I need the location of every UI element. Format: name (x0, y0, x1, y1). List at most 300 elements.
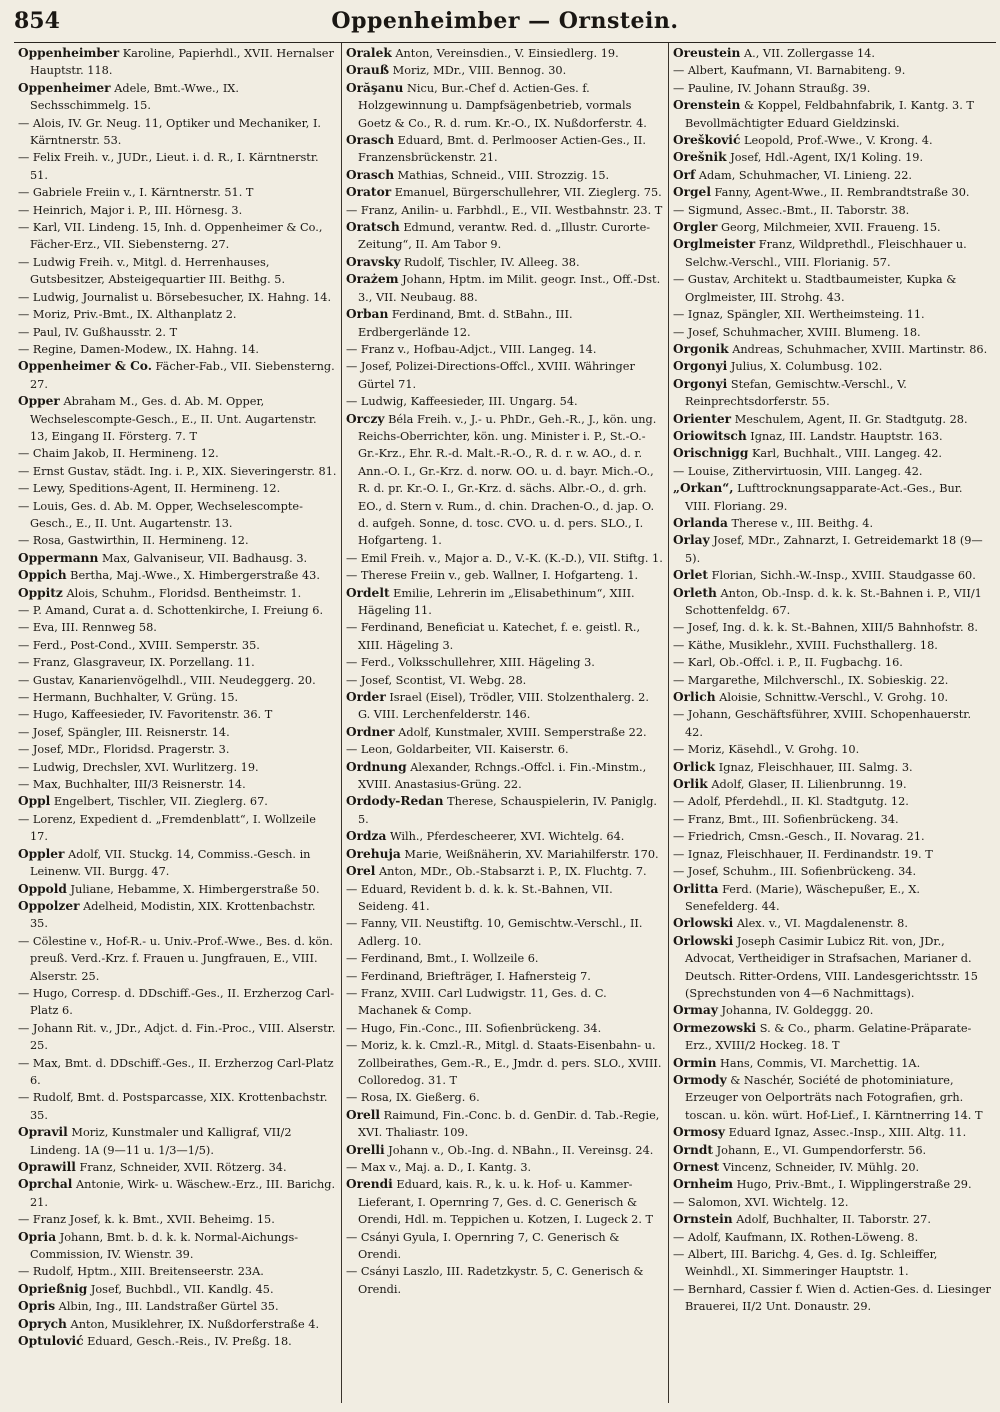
directory-entry (673, 271, 991, 306)
entry-surname: Ordelt (346, 585, 390, 600)
entry-surname: Opria (18, 1229, 57, 1244)
entry-details: — Lewy, Speditions-Agent, II. Hermineng. 12. (18, 482, 281, 496)
directory-entry (18, 846, 337, 881)
entry-surname: Orlay (673, 533, 710, 548)
directory-entry (673, 619, 991, 636)
directory-entry (673, 167, 991, 184)
directory-entry (346, 411, 664, 550)
entry-surname: Orenstein (673, 98, 741, 113)
directory-entry (673, 759, 991, 776)
entry-surname: Ordnung (346, 759, 407, 774)
directory-entry (18, 358, 337, 393)
entry-surname: Orischnigg (673, 446, 749, 461)
directory-entry (673, 1229, 991, 1246)
entry-details: — Paul, IV. Gußhausstr. 2. T (18, 325, 178, 339)
entry-surname: Orehuja (346, 846, 401, 861)
entry-details: Julius, X. Columbusg. 102. (730, 360, 883, 374)
entry-surname: Orgel (673, 185, 711, 200)
directory-entry (18, 1316, 337, 1333)
entry-surname: Oppenheimer (18, 80, 111, 95)
entry-surname: Orešnik (673, 150, 727, 165)
entry-details: — Josef, Schuhm., III. Sofienbrückeng. 34. (673, 865, 917, 879)
directory-entry (18, 1055, 337, 1090)
entry-details: Vincenz, Schneider, IV. Mühlg. 20. (722, 1161, 920, 1174)
entry-surname: Optulović (18, 1334, 84, 1349)
entry-details: — Margarethe, Milchverschl., IX. Sobieskig. 22. (673, 673, 949, 687)
entry-surname: Orażem (346, 272, 399, 287)
directory-entry (673, 741, 991, 758)
directory-entry (673, 637, 991, 654)
entry-details: Fächer-Fab., VII. Siebensterng. 27. (30, 360, 335, 391)
entry-details: Bertha, Maj.-Wwe., X. Himbergerstraße 43. (70, 569, 320, 583)
directory-entry (673, 132, 991, 149)
entry-details: Wilh., Pferdescheerer, XVI. Wichtelg. 64. (389, 830, 625, 844)
directory-entry (673, 689, 991, 706)
directory-entry (346, 62, 664, 79)
directory-entry (18, 149, 337, 184)
directory-entry (673, 793, 991, 810)
directory-entry (673, 1211, 991, 1228)
entry-surname: Orglmeister (673, 237, 756, 252)
entry-details: Franz, Wildprethdl., Fleischhauer u. Selchw.-Verschl., VIII. Florianig. 57. (685, 238, 967, 269)
entry-details: — Josef, Ing. d. k. k. St.-Bahnen, XIII/5 Bahnhofstr. 8. (673, 621, 979, 635)
entry-details: Adam, Schuhmacher, VI. Linieng. 22. (698, 168, 913, 182)
entry-details: — Ferdinand, Briefträger, I. Hafnersteig 7. (346, 969, 591, 983)
directory-entry (673, 1055, 991, 1072)
entry-details: — Louise, Zithervirtuosin, VIII. Langeg. 42. (673, 464, 923, 478)
entry-surname: Orendi (346, 1177, 393, 1192)
directory-entry (673, 846, 991, 863)
entry-details: — Gustav, Kanarienvögelhdl., VIII. Neudeggerg. 20. (18, 673, 316, 687)
entry-details: S. & Co., pharm. Gelatine-Präparate-Erz., XVIII/2 Hockeg. 18. T (685, 1021, 972, 1053)
entry-details: — Ferdinand, Beneficiat u. Katechet, f. e. geistl. R., XIII. Hägeling 3. (346, 621, 641, 652)
directory-entry (346, 550, 664, 567)
entry-details: — Karl, Ob.-Offcl. i. P., II. Fugbachg. 16. (673, 656, 903, 670)
entry-details: — Chaim Jakob, II. Hermineng. 12. (18, 447, 219, 461)
entry-details: — Gustav, Architekt u. Stadtbaumeister, Kupka & Orglmeister, III. Strohg. 43. (673, 273, 957, 304)
entry-details: Adolf, Buchhalter, II. Taborstr. 27. (736, 1213, 931, 1227)
directory-entry (346, 254, 664, 271)
entry-details: — Ferd., Volksschullehrer, XIII. Hägeling 3. (346, 656, 595, 670)
directory-entry (18, 1229, 337, 1264)
directory-entry (346, 585, 664, 620)
entry-details: — Csányi Laszlo, III. Radetzkystr. 5, C. Generisch & Orendi. (346, 1265, 644, 1296)
directory-entry (18, 184, 337, 201)
directory-entry (18, 445, 337, 462)
entry-details: Johann v., Ob.-Ing. d. NBahn., II. Vereinsg. 24. (388, 1143, 654, 1157)
entry-surname: Orauß (346, 63, 390, 78)
entry-details: Moriz, Kunstmaler und Kalligraf, VII/2 Lindeng. 1A (9—11 u. 1/3—1/5). (30, 1126, 292, 1157)
entry-details: — Rudolf, Hptm., XIII. Breitenseerstr. 23A. (18, 1265, 264, 1279)
entry-details: — Ludwig, Kaffeesieder, III. Ungarg. 54. (346, 395, 578, 409)
entry-surname: Orlowski (673, 916, 734, 931)
entry-surname: Oravsky (346, 254, 401, 269)
entry-surname: Orlich (673, 690, 716, 705)
entry-details: — Franz, Glasgraveur, IX. Porzellang. 11. (18, 656, 255, 670)
entry-surname: Oriowitsch (673, 428, 747, 443)
entry-details: — Max, Buchhalter, III/3 Reisnerstr. 14. (18, 778, 246, 792)
entry-details: Emilie, Lehrerin im „Elisabethinum“, XIII. Hägeling 11. (358, 586, 635, 617)
entry-surname: Ornest (673, 1160, 720, 1174)
directory-entry (346, 393, 664, 410)
entry-surname: Oreustein (673, 46, 741, 60)
entry-surname: Oprych (18, 1316, 67, 1331)
directory-entry (18, 881, 337, 898)
directory-entry (346, 724, 664, 741)
directory-entry (673, 411, 991, 428)
directory-entry (18, 672, 337, 689)
directory-entry (673, 1281, 991, 1316)
directory-entry (673, 97, 991, 132)
entry-surname: Orasch (346, 133, 395, 148)
entry-surname: Opris (18, 1299, 56, 1314)
entry-details: Juliane, Hebamme, X. Himbergerstraße 50. (70, 882, 320, 896)
entry-surname: Orăşanu (346, 80, 404, 95)
entry-details: Alexander, Rchngs.-Offcl. i. Fin.-Minstm., XVIII. Anastasius-Grüng. 22. (358, 760, 647, 792)
directory-entry (18, 933, 337, 985)
directory-entry (673, 358, 991, 375)
directory-entry (18, 776, 337, 793)
directory-entry (673, 1002, 991, 1019)
directory-entry (18, 985, 337, 1020)
directory-entry (673, 654, 991, 671)
entry-details: — Franz, XVIII. Carl Ludwigstr. 11, Ges. d. C. Machanek & Comp. (346, 986, 607, 1018)
entry-details: Mathias, Schneid., VIII. Strozzig. 15. (397, 168, 610, 182)
directory-entry (673, 306, 991, 323)
entry-details: — Therese Freiin v., geb. Wallner, I. Hofgarteng. 1. (346, 569, 639, 583)
entry-details: — Rudolf, Bmt. d. Postsparcasse, XIX. Krottenbachstr. 35. (18, 1091, 328, 1122)
entry-details: Johann, E., VI. Gumpendorferstr. 56. (716, 1143, 927, 1157)
directory-entry (18, 1263, 337, 1280)
directory-entry (673, 1124, 991, 1141)
column-middle (341, 43, 668, 1403)
directory-entry (18, 254, 337, 289)
directory-entry (346, 915, 664, 950)
entry-details: — Leon, Goldarbeiter, VII. Kaiserstr. 6. (346, 743, 569, 757)
column-right (668, 43, 995, 1403)
directory-entry (346, 968, 664, 985)
directory-entry (346, 1107, 664, 1142)
directory-entry (18, 115, 337, 150)
directory-entry (346, 654, 664, 671)
directory-entry (673, 341, 991, 358)
entry-surname: Ornstein (673, 1212, 733, 1227)
entry-surname: Opper (18, 394, 60, 409)
entry-details: — Ferdinand, Bmt., I. Wollzeile 6. (346, 952, 539, 966)
entry-details: — Josef, Spängler, III. Reisnerstr. 14. (18, 725, 230, 739)
entry-surname: Ormay (673, 1003, 718, 1018)
directory-entry (673, 1194, 991, 1211)
entry-details: — Lorenz, Expedient d. „Fremdenblatt“, I. Wollzeile 17. (18, 812, 316, 844)
entry-details: Andreas, Schuhmacher, XVIII. Martinstr. 86. (732, 342, 988, 356)
entry-surname: Oppold (18, 881, 67, 896)
entry-details: Ferd. (Marie), Wäschepußer, E., X. Senefelderg. 44. (685, 882, 920, 913)
directory-entry (18, 793, 337, 810)
directory-entry (18, 585, 337, 602)
entry-surname: Orczy (346, 411, 385, 426)
directory-entry (18, 898, 337, 933)
entry-details: — Louis, Ges. d. Ab. M. Opper, Wechselescompte-Gesch., E., II. Unt. Augartenstr. 13. (18, 499, 303, 530)
directory-entry (673, 532, 991, 567)
entry-surname: Oprießnig (18, 1281, 88, 1296)
entry-details: — Ludwig, Journalist u. Börsebesucher, IX. Hahng. 14. (18, 290, 332, 304)
directory-entry (346, 358, 664, 393)
entry-details: Leopold, Prof.-Wwe., V. Krong. 4. (743, 134, 933, 148)
entry-details: Aloisie, Schnittw.-Verschl., V. Grohg. 10. (719, 691, 949, 705)
directory-entry (673, 1159, 991, 1176)
entry-surname: Orelli (346, 1142, 385, 1157)
directory-entry (673, 1020, 991, 1055)
directory-entry (346, 672, 664, 689)
entry-surname: Oprawill (18, 1160, 76, 1174)
directory-entry (673, 149, 991, 166)
entry-details: — Johann, Geschäftsführer, XVIII. Schopenhauerstr. 42. (673, 708, 972, 739)
column-left (14, 43, 341, 1403)
entry-details: — Emil Freih. v., Major a. D., V.-K. (K.-D.), VII. Stiftg. 1. (346, 551, 663, 565)
entry-details: — Hermann, Buchhalter, V. Grüng. 15. (18, 691, 239, 705)
entry-surname: Orlet (673, 568, 709, 583)
entry-details: Edmund, verantw. Red. d. „Illustr. Curorte-Zeitung“, II. Am Tabor 9. (358, 221, 651, 252)
entry-details: Johann, Bmt. b. d. k. k. Normal-Aichungs-Commission, IV. Wienstr. 39. (30, 1230, 299, 1262)
entry-surname: Ornheim (673, 1177, 734, 1192)
entry-details: Franz, Schneider, XVII. Rötzerg. 34. (79, 1161, 287, 1174)
entry-details: — Moriz, Priv.-Bmt., IX. Althanplatz 2. (18, 308, 237, 322)
entry-details: — Bernhard, Cassier f. Wien d. Actien-Ges. d. Liesinger Brauerei, II/2 Unt. Donaustr. 29. (673, 1282, 991, 1314)
directory-entry (18, 602, 337, 619)
entry-details: Béla Freih. v., J.- u. PhDr., Geh.-R., J., kön. ung. Reichs-Oberrichter, kön. ung. Minister i. P., St.-O.-Gr.-Krz., Ehr. R.-d. Malt.-R.-O., R. d. r. w. AO., d. r. Ann.-O. I., Gr.-Krz. d. norw. OO. u. d. bayr. Mich.-O., R. d. pr. Kr.-O. I., Gr.-Krz. d. sächs. Albr.-O., d. grh. EO., d. Stern v. Rum., d. chin. Drachen-O., d. jap. O. d. aufgeh. Sonne, d. tosc. CVO. u. d. pers. SLO., I. Hofgarteng. 1. (358, 412, 657, 548)
entry-surname: Oprchal (18, 1177, 73, 1192)
entry-surname: Orgonyi (673, 359, 728, 374)
entry-details: — Moriz, k. k. Cmzl.-R., Mitgl. d. Staats-Eisenbahn- u. Zollbeirathes, Gem.-R., E., Jmdr. d. pers. SLO., XVIII. Colloredog. 31. T (346, 1039, 662, 1087)
directory-entry (18, 202, 337, 219)
directory-entry (18, 619, 337, 636)
directory-entry (673, 1072, 991, 1124)
directory-entry (18, 532, 337, 549)
entry-details: — Ludwig Freih. v., Mitgl. d. Herrenhauses, Gutsbesitzer, Absteigequartier III. Beithg. 5. (18, 255, 286, 287)
directory-entry (18, 1159, 337, 1176)
directory-entry (18, 811, 337, 846)
entry-details: Eduard, Bmt. d. Perlmooser Actien-Ges., II. Franzensbrückenstr. 21. (358, 134, 646, 165)
entry-details: — Pauline, IV. Johann Straußg. 39. (673, 81, 871, 95)
directory-entry (673, 480, 991, 515)
directory-entry (346, 619, 664, 654)
directory-entry (673, 776, 991, 793)
directory-entry (346, 306, 664, 341)
directory-entry (18, 689, 337, 706)
entry-details: Eduard, Gesch.-Reis., IV. Preßg. 18. (87, 1335, 292, 1349)
entry-surname: Oppenheimber (18, 46, 120, 60)
entry-details: Anton, Musiklehrer, IX. Nußdorferstraße 4. (70, 1317, 320, 1331)
directory-entry (346, 985, 664, 1020)
entry-surname: Oralek (346, 46, 392, 60)
entry-surname: Ordner (346, 724, 395, 739)
entry-details: — Karl, VII. Lindeng. 15, Inh. d. Oppenheimer & Co., Fächer-Erz., VII. Siebensterng. 27. (18, 221, 323, 252)
entry-surname: Orf (673, 167, 696, 182)
entry-details: Engelbert, Tischler, VII. Zieglerg. 67. (53, 795, 268, 809)
directory-entry (18, 1089, 337, 1124)
directory-entry (346, 828, 664, 845)
page-number: 854 (14, 8, 60, 34)
directory-entry (673, 672, 991, 689)
directory-entry (18, 463, 337, 480)
directory-entry (673, 915, 991, 932)
directory-entry (18, 341, 337, 358)
entry-details: — Josef, Polizei-Directions-Offcl., XVIII. Währinger Gürtel 71. (346, 360, 635, 391)
entry-surname: Orlowski (673, 933, 734, 948)
entry-details: Ferdinand, Bmt. d. StBahn., III. Erdbergerlände 12. (358, 308, 573, 339)
entry-details: — Sigmund, Assec.-Bmt., II. Taborstr. 38. (673, 203, 910, 217)
entry-details: — Adolf, Kaufmann, IX. Rothen-Löweng. 8. (673, 1230, 919, 1244)
entry-surname: Oratsch (346, 220, 400, 235)
directory-entry (346, 1263, 664, 1298)
entry-surname: Orgonik (673, 341, 729, 356)
entry-details: — Ernst Gustav, städt. Ing. i. P., XIX. Sieveringerstr. 81. (18, 464, 337, 478)
entry-details: — Moriz, Käsehdl., V. Grohg. 10. (673, 743, 860, 757)
entry-surname: Orlick (673, 759, 716, 774)
directory-entry (673, 219, 991, 236)
directory-entry (18, 550, 337, 567)
entry-details: Alois, Schuhm., Floridsd. Bentheimstr. 1. (66, 586, 302, 600)
entry-details: Max, Galvaniseur, VII. Badhausg. 3. (101, 551, 308, 565)
directory-entry (346, 1229, 664, 1264)
directory-entry (18, 393, 337, 445)
entry-details: Lufttrocknungsapparate-Act.-Ges., Bur. VIII. Floriang. 29. (685, 482, 963, 513)
entry-details: Albin, Ing., III. Landstraßer Gürtel 35. (58, 1300, 279, 1314)
entry-details: — Max, Bmt. d. DDschiff.-Ges., II. Erzherzog Carl-Platz 6. (18, 1056, 334, 1087)
entry-details: Adolf, Glaser, II. Lilienbrunng. 19. (711, 778, 907, 792)
directory-entry (18, 306, 337, 323)
directory-entry (346, 793, 664, 828)
directory-entry (346, 759, 664, 794)
entry-details: — Franz, Anilin- u. Farbhdl., E., VII. Westbahnstr. 23. T (346, 203, 663, 217)
entry-details: Johann, Hptm. im Milit. geogr. Inst., Off.-Dst. 3., VII. Neubaug. 88. (358, 273, 661, 304)
directory-entry (346, 271, 664, 306)
directory-entry (346, 741, 664, 758)
entry-details: Eduard Ignaz, Assec.-Insp., XIII. Altg. 11. (728, 1126, 967, 1140)
directory-entry (673, 706, 991, 741)
directory-columns (14, 43, 996, 1403)
directory-entry (18, 706, 337, 723)
directory-entry (673, 236, 991, 271)
running-title: Oppenheimber — Ornstein. (331, 8, 679, 34)
entry-details: — Hugo, Kaffeesieder, IV. Favoritenstr. 36. T (18, 708, 273, 722)
entry-details: Alex. v., VI. Magdalenenstr. 8. (736, 917, 908, 931)
directory-entry (346, 567, 664, 584)
entry-surname: Ormody (673, 1072, 727, 1087)
entry-details: — Josef, MDr., Floridsd. Pragerstr. 3. (18, 743, 230, 757)
entry-details: Adelheid, Modistin, XIX. Krottenbachstr. 35. (30, 899, 316, 931)
entry-details: Rudolf, Tischler, IV. Alleeg. 38. (404, 255, 580, 269)
entry-surname: Oppenheimer & Co. (18, 359, 152, 374)
directory-entry (346, 132, 664, 167)
directory-entry (346, 1159, 664, 1176)
directory-entry (673, 80, 991, 97)
entry-details: — Gabriele Freiin v., I. Kärntnerstr. 51. T (18, 186, 254, 200)
entry-details: Eduard, kais. R., k. u. k. Hof- u. Kammer-Lieferant, I. Opernring 7, Ges. d. C. Generisch & Orendi, Hdl. m. Teppichen u. Kotzen, I. Lugeck 2. T (358, 1178, 654, 1227)
entry-details: — Csányi Gyula, I. Opernring 7, C. Generisch & Orendi. (346, 1230, 620, 1262)
entry-surname: Oppler (18, 846, 65, 861)
directory-entry (673, 863, 991, 880)
entry-details: — Josef, Scontist, VI. Webg. 28. (346, 673, 527, 687)
entry-details: A., VII. Zollergasse 14. (743, 47, 875, 60)
entry-details: — Ignaz, Fleischhauer, II. Ferdinandstr. 19. T (673, 847, 933, 861)
directory-entry (18, 1124, 337, 1159)
directory-entry (346, 881, 664, 916)
entry-details: Antonie, Wirk- u. Wäschew.-Erz., III. Barichg. 21. (30, 1178, 336, 1209)
directory-entry (346, 45, 664, 62)
entry-details: Ignaz, III. Landstr. Hauptstr. 163. (750, 429, 943, 443)
directory-entry (673, 811, 991, 828)
directory-entry (673, 45, 991, 62)
directory-entry (18, 637, 337, 654)
entry-details: — Rosa, IX. Gießerg. 6. (346, 1091, 480, 1105)
directory-entry (346, 1142, 664, 1159)
entry-surname: Ormosy (673, 1125, 726, 1140)
entry-surname: Oppolzer (18, 898, 80, 913)
entry-surname: Orlik (673, 777, 708, 792)
directory-entry (346, 167, 664, 184)
entry-details: — P. Amand, Curat a. d. Schottenkirche, I. Freiung 6. (18, 604, 324, 617)
entry-details: — Alois, IV. Gr. Neug. 11, Optiker und Mechaniker, I. Kärntnerstr. 53. (18, 116, 322, 148)
entry-surname: Ordza (346, 829, 387, 844)
entry-details: — Rosa, Gastwirthin, II. Hermineng. 12. (18, 534, 249, 548)
page-header (14, 8, 996, 43)
entry-details: — Fanny, VII. Neustiftg. 10, Gemischtw.-Verschl., II. Adlerg. 10. (346, 917, 643, 948)
directory-entry (673, 62, 991, 79)
entry-details: Georg, Milchmeier, XVII. Fraueng. 15. (720, 221, 941, 235)
directory-entry (346, 80, 664, 132)
entry-details: Adele, Bmt.-Wwe., IX. Sechsschimmelg. 15. (30, 81, 239, 113)
entry-details: Abraham M., Ges. d. Ab. M. Opper, Wechselescompte-Gesch., E., II. Unt. Augartenstr. 13, Eingang II. Försterg. 7. T (30, 395, 317, 443)
entry-details: Meschulem, Agent, II. Gr. Stadtgutg. 28. (734, 412, 968, 426)
entry-details: & Koppel, Feldbahnfabrik, I. Kantg. 3. T Bevollmächtigter Eduard Gieldzinski. (685, 99, 974, 130)
entry-details: — Cölestine v., Hof-R.- u. Univ.-Prof.-Wwe., Bes. d. kön. preuß. Verd.-Krz. f. Frauen u. Jungfrauen, E., VIII. Alserstr. 25. (18, 934, 334, 983)
entry-details: Moriz, MDr., VIII. Bennog. 30. (392, 64, 567, 78)
directory-entry (346, 1176, 664, 1228)
entry-surname: Ormin (673, 1055, 717, 1070)
entry-details: Karl, Buchhalt., VIII. Langeg. 42. (751, 447, 942, 461)
directory-entry (18, 480, 337, 497)
entry-details: — Adolf, Pferdehdl., II. Kl. Stadtgutg. 12. (673, 795, 909, 809)
entry-details: Josef, Hdl.-Agent, IX/1 Koling. 19. (730, 151, 924, 165)
entry-details: — Josef, Schuhmacher, XVIII. Blumeng. 18. (673, 325, 921, 339)
entry-details: — Franz Josef, k. k. Bmt., XVII. Beheimg. 15. (18, 1213, 275, 1227)
entry-details: Adolf, VII. Stuckg. 14, Commiss.-Gesch. in Leinenw. VII. Burgg. 47. (30, 847, 311, 879)
directory-entry (18, 567, 337, 584)
entry-surname: Orlanda (673, 515, 728, 530)
directory-entry (346, 341, 664, 358)
entry-surname: „Orkan“, (673, 481, 734, 496)
directory-entry (346, 950, 664, 967)
directory-entry (673, 445, 991, 462)
directory-entry (18, 724, 337, 741)
directory-entry (346, 219, 664, 254)
directory-entry (18, 1298, 337, 1315)
entry-details: — Salomon, XVI. Wichtelg. 12. (673, 1195, 849, 1209)
directory-entry (18, 654, 337, 671)
entry-details: — Hugo, Fin.-Conc., III. Sofienbrückeng. 34. (346, 1021, 602, 1035)
directory-entry (346, 202, 664, 219)
entry-details: Fanny, Agent-Wwe., II. Rembrandtstraße 30. (714, 186, 970, 200)
entry-surname: Order (346, 690, 386, 705)
directory-entry (18, 1281, 337, 1298)
entry-details: Therese v., III. Beithg. 4. (731, 516, 874, 530)
entry-details: Johanna, IV. Goldeggg. 20. (721, 1004, 874, 1018)
entry-details: Israel (Eisel), Trödler, VIII. Stolzenthalerg. 2. G. VIII. Lerchenfelderstr. 146. (358, 691, 649, 722)
entry-details: — Friedrich, Cmsn.-Gesch., II. Novarag. 21. (673, 830, 925, 844)
directory-entry (673, 515, 991, 532)
entry-details: Hugo, Priv.-Bmt., I. Wipplingerstraße 29. (736, 1178, 972, 1192)
